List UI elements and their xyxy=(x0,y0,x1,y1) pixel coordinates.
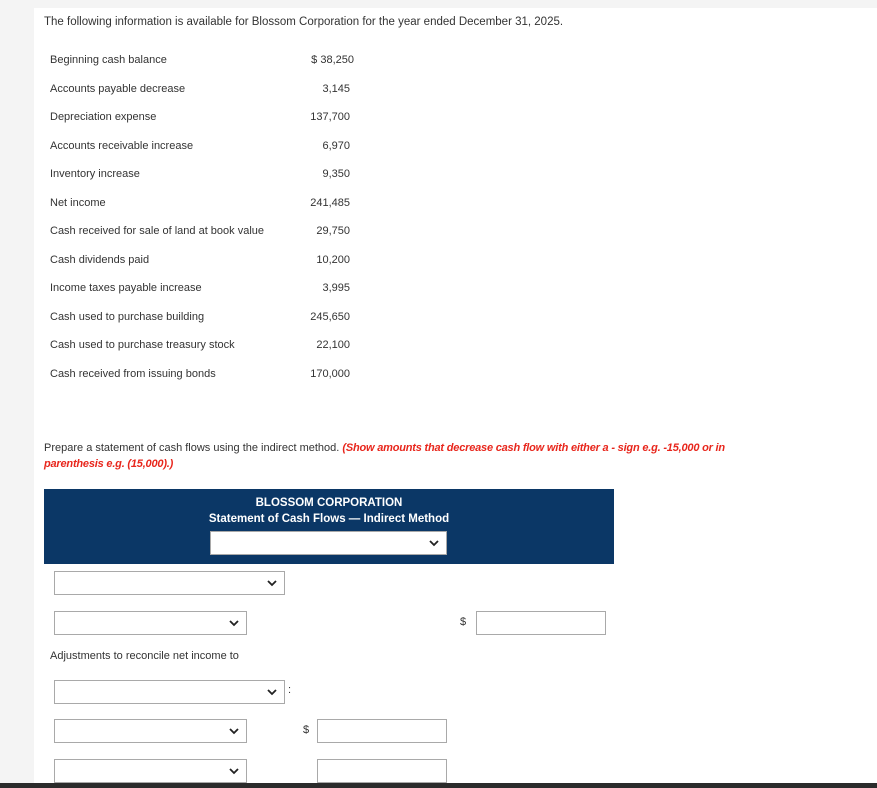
intro-text: The following information is available for Blossom Corporation for the year ended December 31, 2025. xyxy=(44,16,564,28)
chevron-down-icon xyxy=(228,765,240,777)
data-label: Cash used to purchase building xyxy=(50,311,205,323)
currency-symbol: $ xyxy=(303,724,310,736)
data-row xyxy=(50,54,354,74)
instructions xyxy=(44,440,764,472)
chevron-down-icon xyxy=(266,577,278,589)
data-value: 241,485 xyxy=(310,197,350,209)
data-row xyxy=(50,282,350,302)
adjustment-amount-input[interactable] xyxy=(317,719,447,743)
data-value: 245,650 xyxy=(310,311,350,323)
data-label: Depreciation expense xyxy=(50,111,157,123)
data-value: 22,100 xyxy=(316,339,350,351)
data-label: Accounts payable decrease xyxy=(50,83,186,95)
statement-header xyxy=(44,489,614,564)
data-value: 3,995 xyxy=(322,282,350,294)
currency-symbol: $ xyxy=(460,616,467,628)
instructions-note: (Show amounts that decrease cash flow with either a - sign e.g. -15,000 or in parenthesis e.g. (15,000).) xyxy=(44,442,725,470)
data-row xyxy=(50,140,350,160)
instructions-text: Prepare a statement of cash flows using the indirect method. xyxy=(44,442,343,454)
data-label: Cash received for sale of land at book value xyxy=(50,225,265,237)
statement-title: Statement of Cash Flows — Indirect Method xyxy=(208,513,450,525)
data-label: Cash received from issuing bonds xyxy=(50,368,216,380)
data-row xyxy=(50,168,350,188)
chevron-down-icon xyxy=(266,686,278,698)
question-panel xyxy=(34,8,877,783)
data-label: Cash used to purchase treasury stock xyxy=(50,339,235,351)
adjustment-item-select[interactable] xyxy=(54,759,247,783)
period-select[interactable] xyxy=(210,531,447,555)
chevron-down-icon xyxy=(228,617,240,629)
data-label: Cash dividends paid xyxy=(50,254,150,266)
data-row xyxy=(50,339,350,359)
adjustments-select[interactable] xyxy=(54,680,285,704)
chevron-down-icon xyxy=(228,725,240,737)
data-label: Net income xyxy=(50,197,106,209)
data-value: 9,350 xyxy=(322,168,350,180)
net-income-select[interactable] xyxy=(54,611,247,635)
company-name: BLOSSOM CORPORATION xyxy=(255,497,403,509)
data-value: 6,970 xyxy=(322,140,350,152)
data-value: 170,000 xyxy=(310,368,350,380)
data-label: Accounts receivable increase xyxy=(50,140,194,152)
adjustment-amount-input[interactable] xyxy=(317,759,447,783)
adjustment-item-select[interactable] xyxy=(54,719,247,743)
data-row xyxy=(50,225,350,245)
activity-select[interactable] xyxy=(54,571,285,595)
bottom-bar xyxy=(0,783,877,788)
data-row xyxy=(50,368,350,388)
data-value: 29,750 xyxy=(316,225,350,237)
data-label: Inventory increase xyxy=(50,168,140,180)
data-label: Income taxes payable increase xyxy=(50,282,202,294)
adjustments-label: Adjustments to reconcile net income to xyxy=(50,650,239,662)
colon: : xyxy=(288,684,292,696)
data-value: $ 38,250 xyxy=(311,54,354,66)
data-row xyxy=(50,311,350,331)
data-row xyxy=(50,197,350,217)
data-label: Beginning cash balance xyxy=(50,54,167,66)
chevron-down-icon xyxy=(428,537,440,549)
net-income-amount-input[interactable] xyxy=(476,611,606,635)
data-row xyxy=(50,83,350,103)
data-row xyxy=(50,111,350,131)
data-value: 137,700 xyxy=(310,111,350,123)
data-value: 10,200 xyxy=(316,254,350,266)
data-row xyxy=(50,254,350,274)
data-value: 3,145 xyxy=(322,83,350,95)
